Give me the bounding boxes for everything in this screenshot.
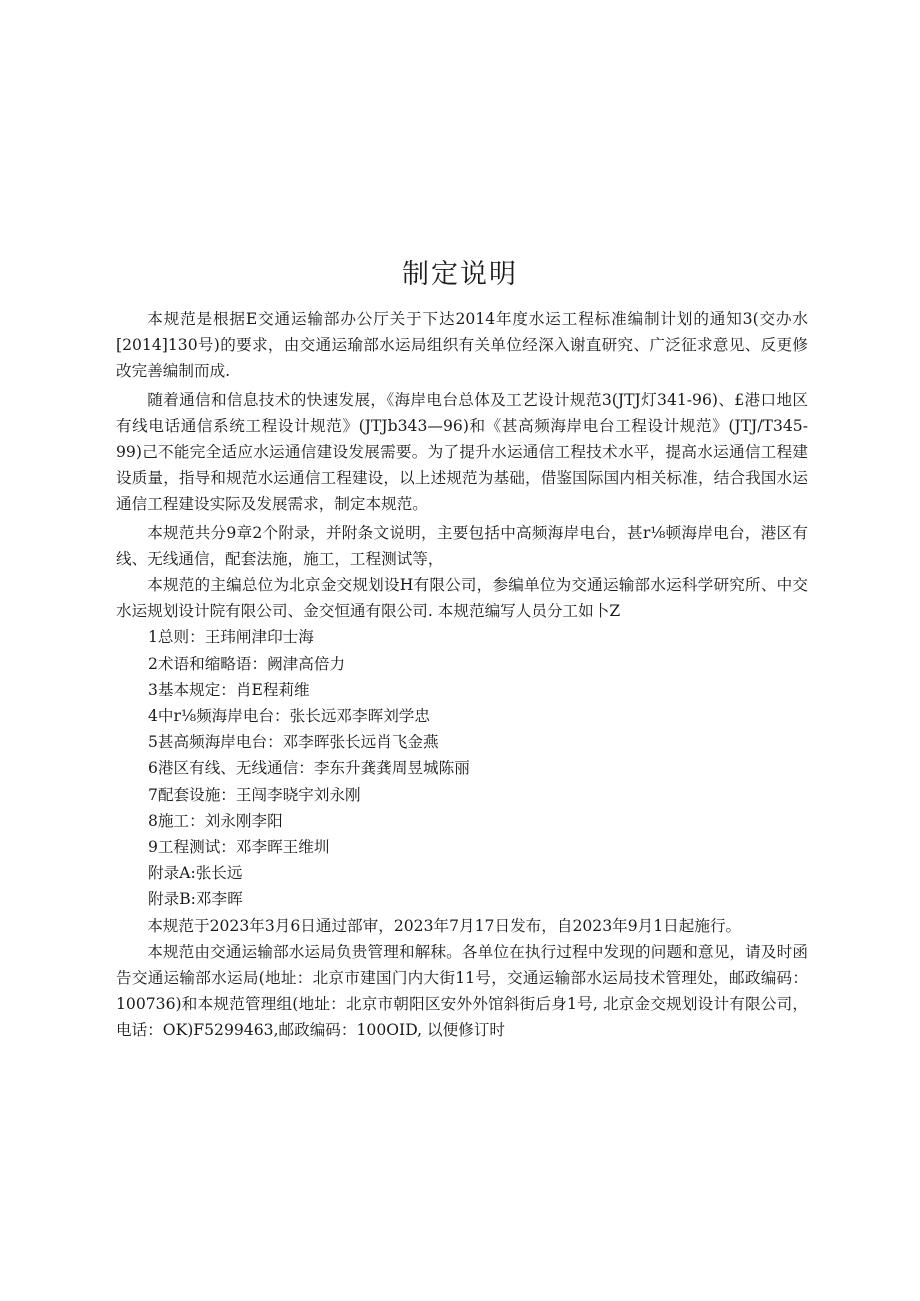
appendix-item: 附录A:张长远 [148,864,243,883]
chapter-item: 4中r⅛频海岸电台：张长远邓李晖刘学忠 [148,707,430,726]
chapter-item: 3基本规定：肖E程莉维 [148,680,310,699]
paragraph-authors: 本规范的主编总位为北京金交规划设H有限公司，参编单位为交通运输部水运科学研究所、中交水运规划设计院有限公司、金交恒通有限公司. 本规范编写人员分工如卜Z [116,576,808,621]
paragraph-structure: 本规范共分9章2个附录，并附条文说明，主要包括中高频海岸电台，甚r⅛顿海岸电台，港区有线、无线通信，配套法施，施工，工程测试等， [116,523,808,568]
paragraph-background: 本规范是根据E交通运输部办公厅关于下达2014年度水运工程标准编制计划的通知3(交办水[2014]130号)的要求，由交通运瑜部水运局组织有关单位经深入谢直研究、广泛征求意见、反更修改完善编制而成. [116,310,808,381]
chapter-item: 2术语和缩略语：阙津高倍力 [148,654,346,673]
paragraph-feedback: 本规范由交通运输部水运局负贵管理和解秣。各单位在执行过程中发现的问题和意见，请及时函告交通运输部水运局(地址：北京市建国门内大街11号，交通运输部水运局技术管理处，邮政编码：100736)和本规范管理组(地址：北京市朝阳区安外外馆斜街后身1号, 北京金交规划设计有限公司，电话：OK)F5299463,邮政编码：100OID, 以便修订时 [116,942,808,1040]
chapter-item: 1总则：王玮闸津印士海 [148,628,314,647]
appendix-item: 附录B:邓李晖 [148,890,243,909]
chapter-item: 5甚高频海岸电台：邓李晖张长远肖飞金燕 [148,733,439,752]
chapter-item: 9工程测试：邓李晖王维圳 [148,838,330,857]
chapter-item: 8施工：刘永刚李阳 [148,811,283,830]
document-body [116,306,808,1044]
paragraph-motivation: 随着通信和信息技术的快速发展，《海岸电台总体及工艺设计规范3(JTJ灯341-96)、£港口地区有线电话通信系统工程设计规范》(JTJb343—96)和《甚高频海岸电台工程设计规范》(JTJ/T345-99)己不能完全适应水运通信建设发展需要。为了提升水运通信工程技术水平，提高水运通信工程建设质量，指导和规范水运通信工程建设，以上述规范为基础，借鉴国际国内相关标准，结合我国水运通信工程建设实际及发展需求，制定本规范。 [116,390,808,514]
chapter-item: 7配套设施：王闯李晓宇刘永刚 [148,785,361,804]
appendix-list [116,860,808,912]
chapter-item: 6港区有线、无线通信：李东升龚龚周昱城陈丽 [148,759,470,778]
paragraph-effective-date: 本规范于2023年3月6日通过部审，2023年7月17日发布，自2023年9月1日起施行。 [147,916,742,935]
page-title: 制定说明 [402,259,518,290]
chapter-list [116,624,808,860]
